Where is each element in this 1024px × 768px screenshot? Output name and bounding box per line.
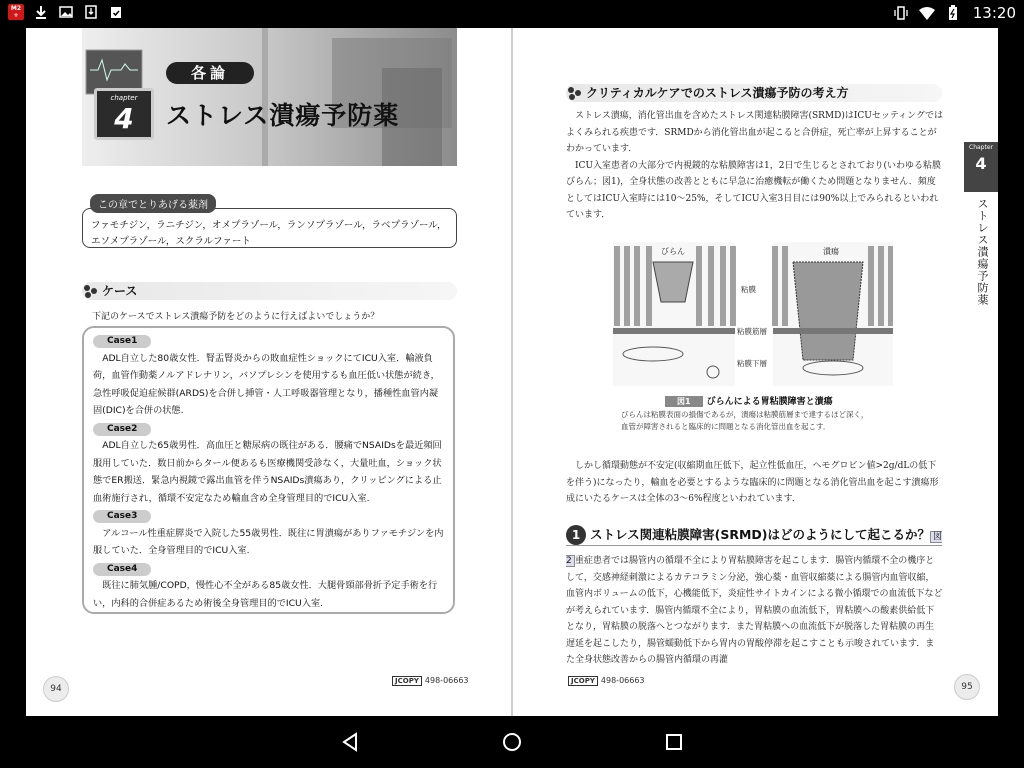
status-time: 13:20 [972, 4, 1016, 22]
case-intro: 下記のケースでストレス潰瘍予防をどのように行えばよいでしょうか？ [92, 312, 380, 322]
case-text: ADL自立した80歳女性．腎盂腎炎からの敗血症性ショックにてICU入室．輸液負荷，血管作動薬ノルアドレナリン，バソプレシンを使用するも血圧低い状態が続き，急性呼吸促迫症候群(ARDS)を合併し挿管・人工呼吸器管理となり，播種性血管内凝固(DIC)を合併の状態. [93, 352, 440, 416]
right-page[interactable] [513, 28, 998, 716]
section-title: クリティカルケアでのストレス潰瘍予防の考え方 [586, 86, 849, 100]
label-erosion: びらん [661, 247, 685, 256]
case-text: 既往に肺気腫/COPD，慢性心不全がある85歳女性．大腿骨頸部骨折予定手術を行い，内科的合併症あるため術後全身管理目的でICU入室. [93, 580, 438, 609]
label-mucosa: 粘膜 [741, 285, 756, 294]
drug-line-2: エソメプラゾール，スクラルファート [91, 236, 251, 247]
jcopy-mark: JCOPY [568, 676, 598, 686]
side-tab-number: 4 [975, 154, 987, 173]
recents-button[interactable] [660, 728, 688, 756]
circulation-text [566, 458, 943, 508]
caption-line-1: びらんは粘膜表面の損傷であるが，潰瘍は粘膜筋層まで達するほど深く， [621, 410, 869, 419]
chapter-word: chapter [110, 94, 138, 102]
image-icon [58, 4, 74, 20]
back-triangle-icon [340, 732, 360, 752]
paragraph: ストレス潰瘍，消化管出血を含めたストレス関連粘膜障害(SRMD)はICUセッティングではよくみられる疾患です．SRMDから消化管出血が起こると合併症，死亡率が上昇することがわかっています． [566, 111, 943, 154]
section-dots-icon [568, 87, 582, 101]
chapter-number: 4 [114, 102, 134, 135]
case-item [93, 507, 444, 560]
critical-care-section-heading [566, 84, 942, 102]
section-dots-icon [84, 285, 98, 299]
figure-caption [621, 409, 868, 433]
left-page[interactable] [26, 28, 511, 716]
navigation-bar [0, 716, 1024, 768]
vibrate-icon [893, 5, 909, 21]
mucosa-figure [613, 242, 893, 386]
case-label: Case2 [93, 423, 151, 436]
case-section-heading [82, 282, 457, 300]
chapter-badge [94, 88, 154, 140]
intro-text [566, 108, 943, 224]
case-label: Case3 [93, 510, 151, 523]
case-heading-text: ケース [102, 284, 138, 298]
case-label: Case1 [93, 335, 151, 348]
subsection-title: ストレス関連粘膜障害(SRMD)はどのようにして起こるか？ [590, 527, 930, 542]
case-item [93, 420, 444, 508]
footer-code: 498-06663 [600, 676, 645, 685]
drug-tag: この章でとりあげる薬剤 [90, 194, 216, 213]
srmd-subsection-heading [566, 524, 943, 566]
wifi-icon [919, 5, 935, 21]
recents-square-icon [665, 733, 683, 751]
figure-title-row [665, 394, 833, 407]
download-icon [33, 4, 49, 20]
case-text: アルコール性重症膵炎で入院した55歳男性．既往に胃潰瘍がありファモチジンを内服していた．全身管理目的でICU入室. [93, 527, 444, 556]
clipboard-check-icon [108, 4, 124, 20]
case-box [82, 326, 455, 614]
paragraph: ICU入室患者の大部分で内視鏡的な粘膜障害は1，2日で生じるとされており(いわゆる粘膜びらん；図1)，全身状態の改善とともに早急に治癒機転が働くため問題となりません．頻度としてはICU入室時には10～25%，そしてICU入室3日目には90%以上でみられるといわれています． [566, 160, 941, 220]
jcopy-mark: JCOPY [392, 676, 422, 686]
paragraph: 重症患者では腸管内の循環不全により胃粘膜障害を起こします．腸管内循環不全の機序として，交感神経刺激によるカテコラミン分泌，強心薬・血管収縮薬による腸管内血管収縮，血管内ボリュームの低下，心機能低下，炎症性サイトカインによる微小循環での血流低下などが考えられています．腸管内循環不全により，胃粘膜の血流低下，胃粘膜への酸素供給低下となり，胃粘膜の脱落へとつながります．また胃粘膜への血流低下が脱落した胃粘膜の再生遅延を起こしたり，腸管蠕動低下から胃内の胃酸停滞を起こすことも示唆されています．また全身状態改善からの腸管内循環の再灌 [566, 556, 943, 665]
label-ulcer: 潰瘍 [823, 247, 839, 256]
status-bar [0, 0, 1024, 28]
home-button[interactable] [498, 728, 526, 756]
page-number: 95 [954, 674, 980, 700]
chapter-side-tab [964, 142, 998, 192]
label-muscularis: 粘膜筋層 [737, 327, 767, 336]
figure-label: 図1 [665, 396, 703, 407]
caption-line-2: 血管が障害されると臨床的に問題となる消化管出血を起こす． [621, 422, 831, 431]
case-item [93, 560, 444, 613]
side-tab-word: Chapter [969, 144, 993, 151]
battery-charging-icon [945, 5, 961, 21]
banner-label: 各論 [166, 62, 254, 84]
home-circle-icon [502, 732, 522, 752]
figure-reference: 図2 [566, 532, 943, 566]
paragraph: しかし循環動態が不安定(収縮期血圧低下，起立性低血圧，ヘモグロビン値>2g/dLの低下を伴う)になったり，輸血を必要とするような臨床的に問題となる消化管出血を起こす潰瘍形成にいたるケースは全体の3～6%程度といわれています． [566, 461, 939, 504]
case-label: Case4 [93, 563, 151, 576]
side-chapter-title: ストレス潰瘍予防薬 [976, 198, 989, 306]
page-footer [392, 676, 469, 685]
back-button[interactable] [336, 728, 364, 756]
drug-line-1: ファモチジン，ラニチジン，オメプラゾール，ランソプラゾール，ラベプラゾール， [91, 220, 447, 231]
case-item [93, 332, 444, 420]
chapter-banner [82, 28, 457, 166]
page-number: 94 [43, 676, 69, 702]
label-submucosa: 粘膜下層 [737, 359, 767, 368]
subsection-number: 1 [566, 525, 586, 545]
srmd-text [566, 553, 943, 671]
drug-list-box [82, 208, 457, 248]
file-download-icon [83, 4, 99, 20]
page-footer [568, 676, 645, 685]
footer-code: 498-06663 [424, 676, 469, 685]
chapter-title: ストレス潰瘍予防薬 [166, 101, 400, 130]
figure-title: びらんによる胃粘膜障害と潰瘍 [706, 397, 833, 407]
m2plus-app-icon: M2 + [8, 4, 24, 20]
case-text: ADL自立した65歳男性．高血圧と糖尿病の既往がある．腰痛でNSAIDsを最近頻回服用していた．数日前からタール便あるも医療機関受診なく，大量吐血，ショック状態でER搬送．緊急内視鏡で露出血管を伴うNSAIDs潰瘍あり，クリッピングによる止血術施行され，循環不安定なため輸血含め全身管理目的でICU入室. [93, 440, 442, 504]
